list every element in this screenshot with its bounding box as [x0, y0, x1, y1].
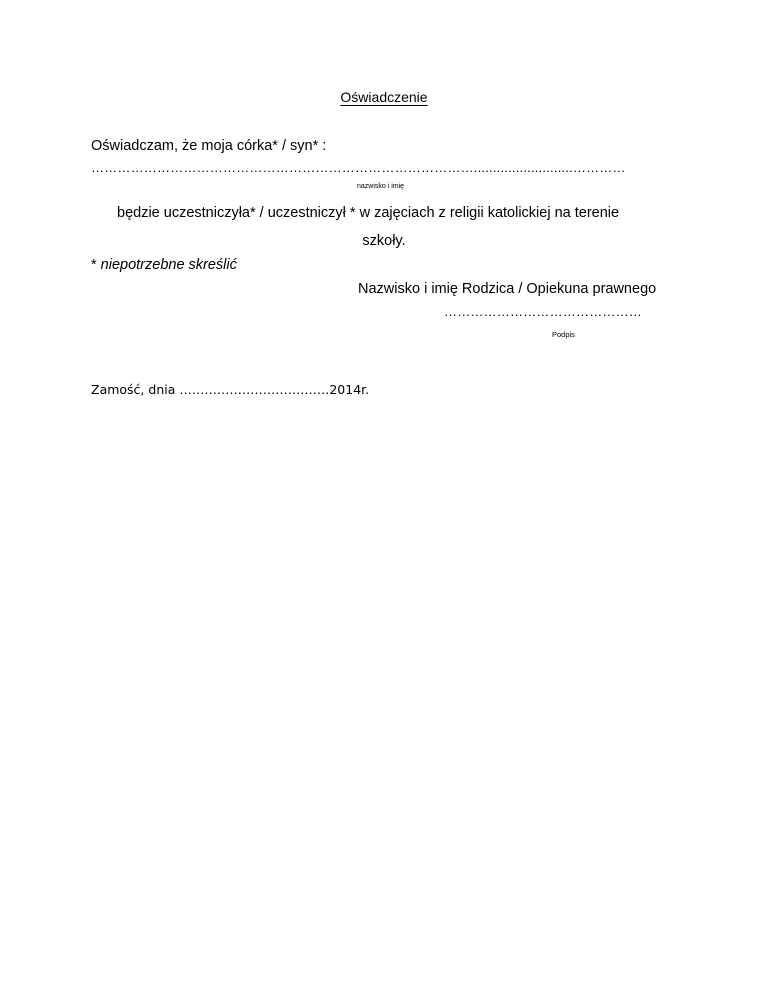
child-name-line: ……………………………………………………………………………..........................………… [91, 160, 626, 175]
note-star: * [91, 257, 101, 273]
participation-text: będzie uczestniczyła* / uczestniczył * w zajęciach z religii katolickiej na terenie [117, 205, 620, 221]
signature-caption: Podpis [552, 330, 575, 339]
place-and-date: Zamość, dnia ………………………………2014r. [91, 382, 370, 397]
note-text: niepotrzebne skreślić [100, 257, 237, 273]
signature-line: ……………………………………… [444, 304, 642, 319]
document-title: Oświadczenie [340, 89, 428, 105]
child-name-caption: nazwisko i imię [357, 183, 405, 190]
parent-name-label: Nazwisko i imię Rodzica / Opiekuna prawnego [358, 281, 657, 297]
participation-text-continued: szkoły. [362, 233, 406, 249]
strike-note [91, 257, 237, 273]
declaration-text: Oświadczam, że moja córka* / syn* : [91, 138, 327, 154]
